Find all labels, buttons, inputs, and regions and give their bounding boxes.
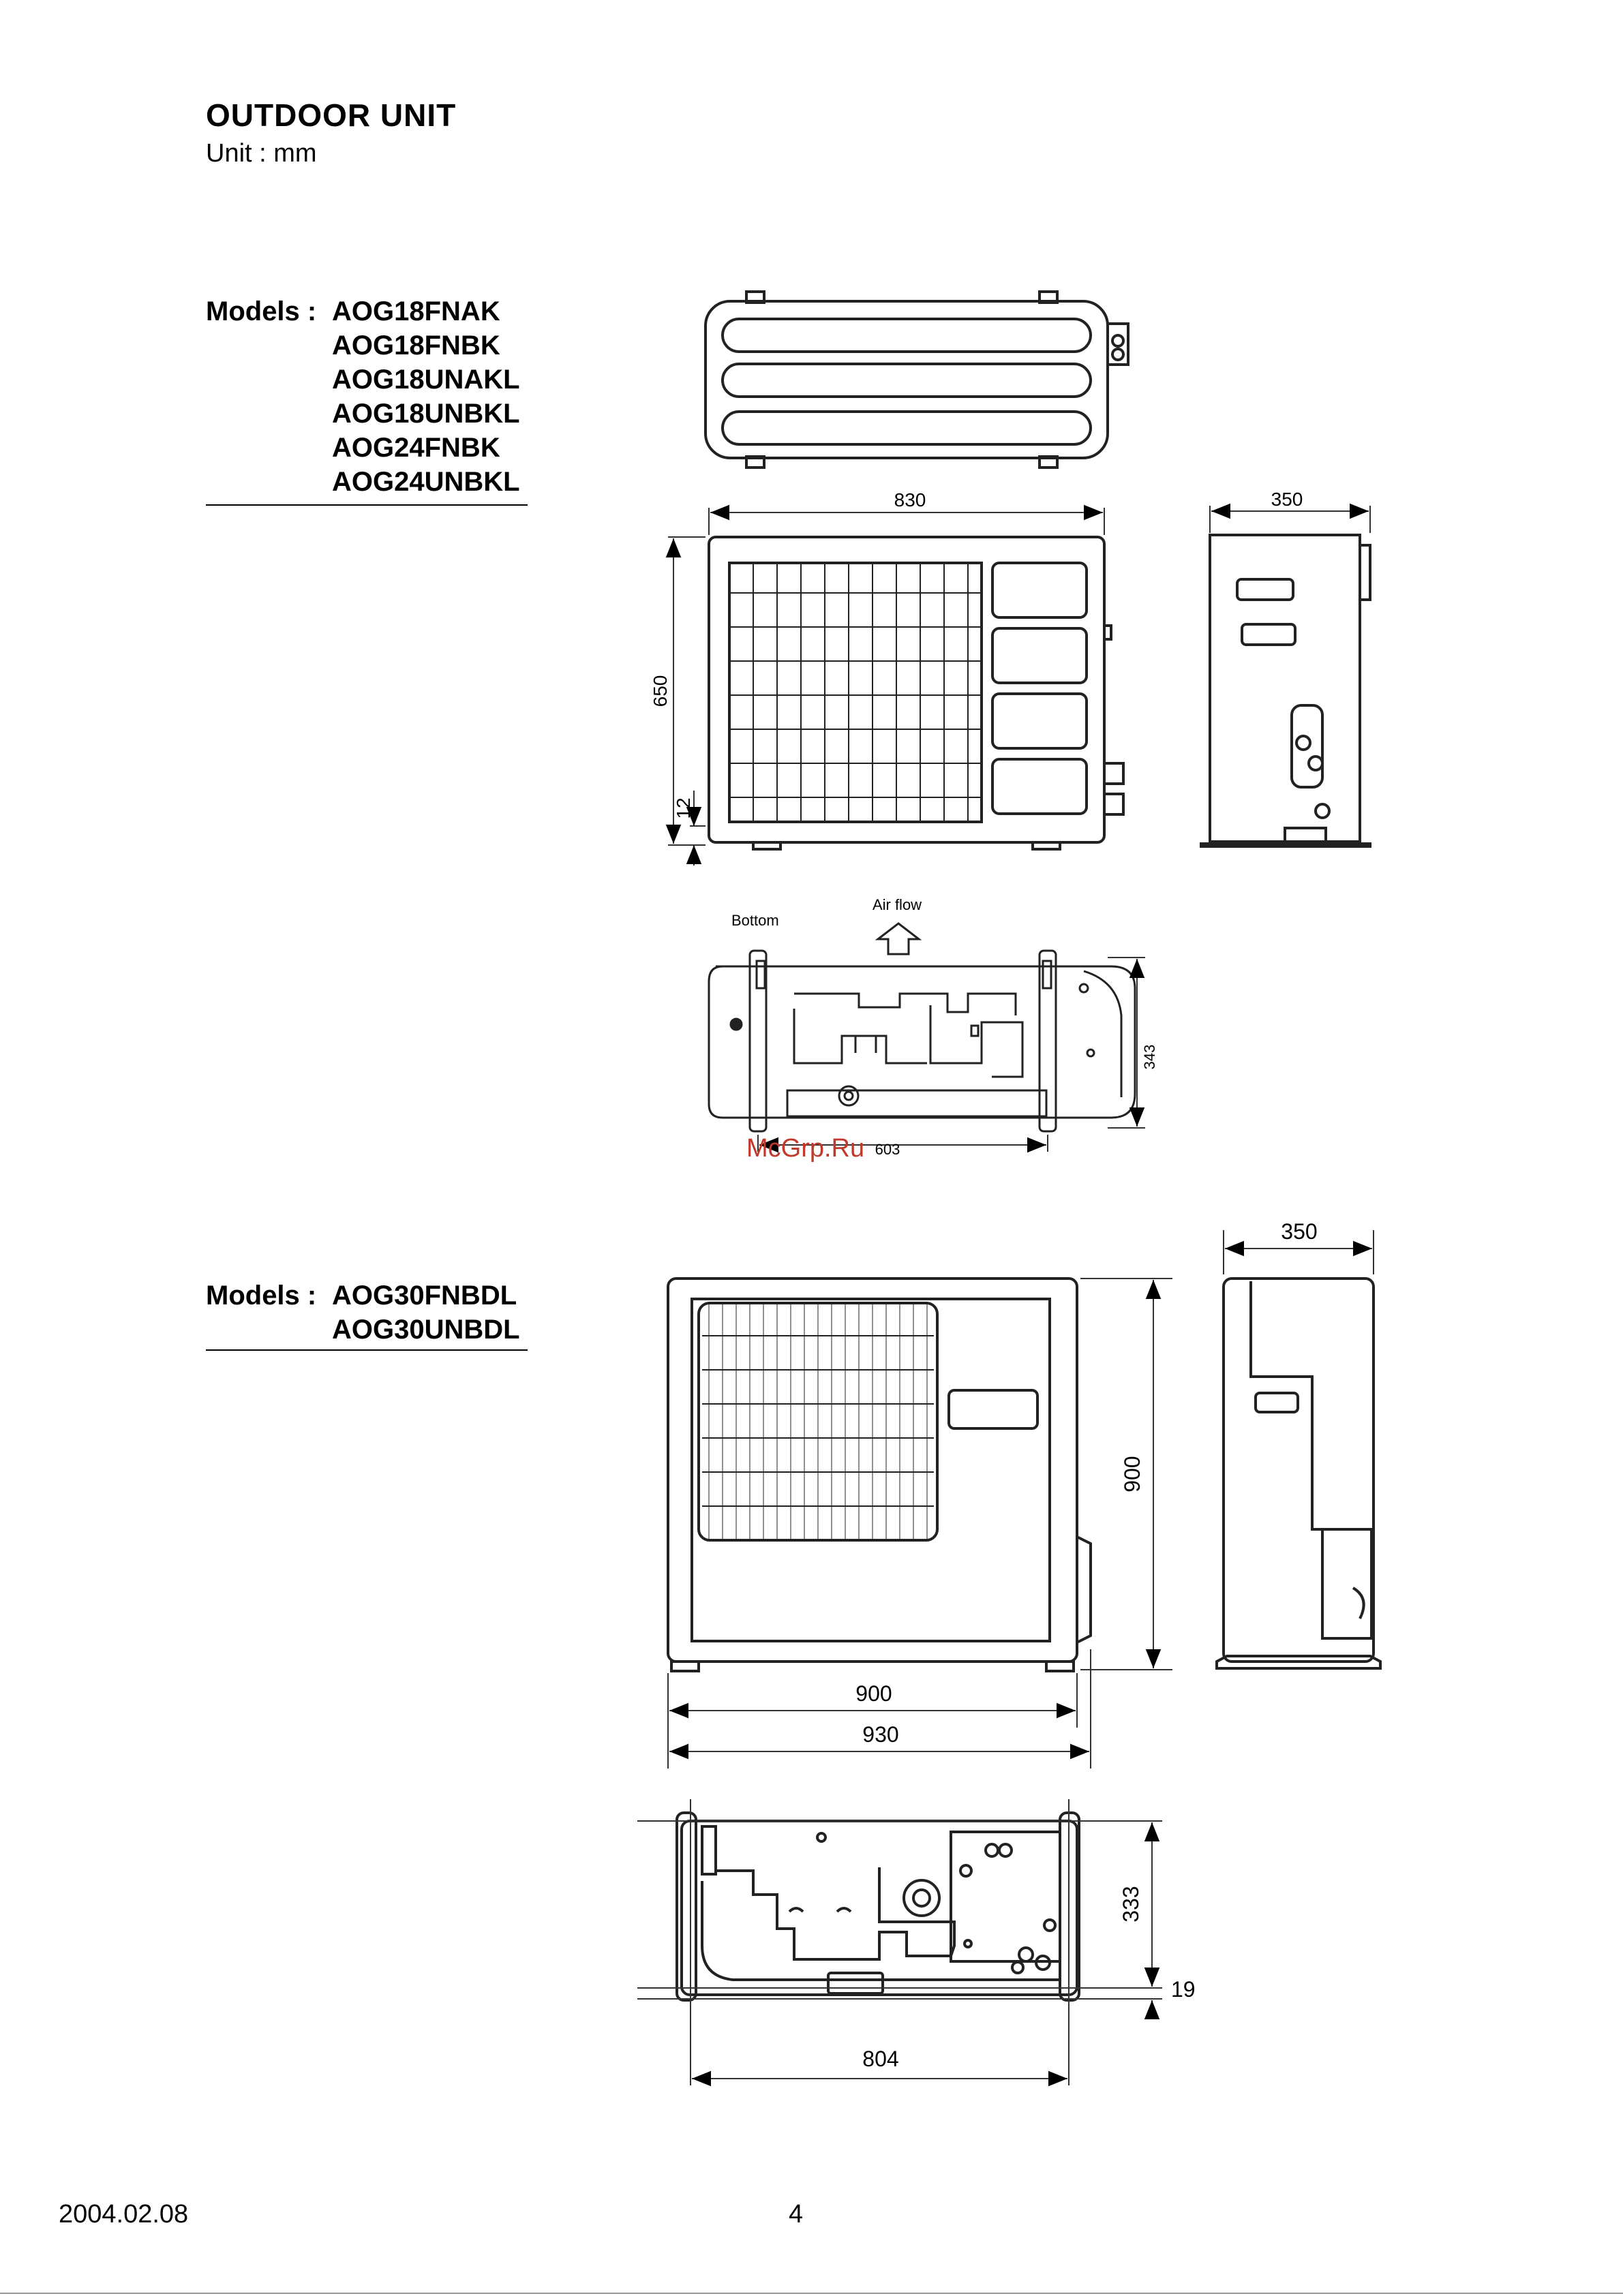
dim-830: 830	[894, 489, 926, 510]
dim-333: 333	[1119, 1886, 1143, 1923]
footer-date: 2004.02.08	[59, 2200, 189, 2229]
dim-930: 930	[862, 1722, 899, 1747]
model-name: AOG18FNBK	[332, 331, 500, 361]
model-name: AOG18FNAK	[332, 296, 500, 326]
watermark: McGrp.Ru	[746, 1134, 865, 1163]
model-name: AOG24UNBKL	[332, 467, 520, 497]
models-label: Models :	[206, 296, 317, 326]
g2-bottom-view	[677, 1813, 1079, 2000]
dim-350: 350	[1271, 489, 1303, 510]
model-name: AOG30UNBDL	[332, 1315, 520, 1345]
models-label: Models :	[206, 1281, 317, 1311]
airflow-arrow-icon	[878, 923, 919, 954]
label-bottom: Bottom	[731, 912, 779, 929]
page-edge	[0, 2293, 1623, 2294]
g1-side-dims	[1210, 506, 1370, 533]
g2-front-view	[668, 1279, 1091, 1671]
label-airflow: Air flow	[872, 896, 922, 913]
dim-900-height: 900	[1120, 1456, 1144, 1493]
model-name: AOG18UNBKL	[332, 399, 520, 429]
dim-900-width: 900	[855, 1681, 892, 1706]
unit-label: Unit : mm	[206, 139, 317, 168]
model-name: AOG24FNBK	[332, 433, 500, 463]
dim-650: 650	[650, 675, 671, 707]
model-name: AOG30FNBDL	[332, 1281, 517, 1311]
model-name: AOG18UNAKL	[332, 365, 520, 395]
dim-603: 603	[875, 1141, 900, 1158]
g2-side-view	[1217, 1279, 1380, 1668]
dim-350-g2: 350	[1281, 1219, 1318, 1244]
g1-bottom-view	[709, 951, 1135, 1131]
dim-12: 12	[673, 797, 694, 819]
page-title: OUTDOOR UNIT	[206, 97, 457, 133]
g1-front-dims	[668, 508, 1104, 866]
g1-side-view	[1200, 535, 1371, 845]
g1-top-view	[706, 292, 1128, 468]
dim-343: 343	[1141, 1044, 1158, 1070]
dim-19: 19	[1171, 1977, 1196, 2002]
g2-front-dims	[668, 1279, 1172, 1769]
g1-front-view	[709, 537, 1123, 849]
page-number: 4	[789, 2200, 804, 2229]
dim-804: 804	[862, 2047, 899, 2071]
